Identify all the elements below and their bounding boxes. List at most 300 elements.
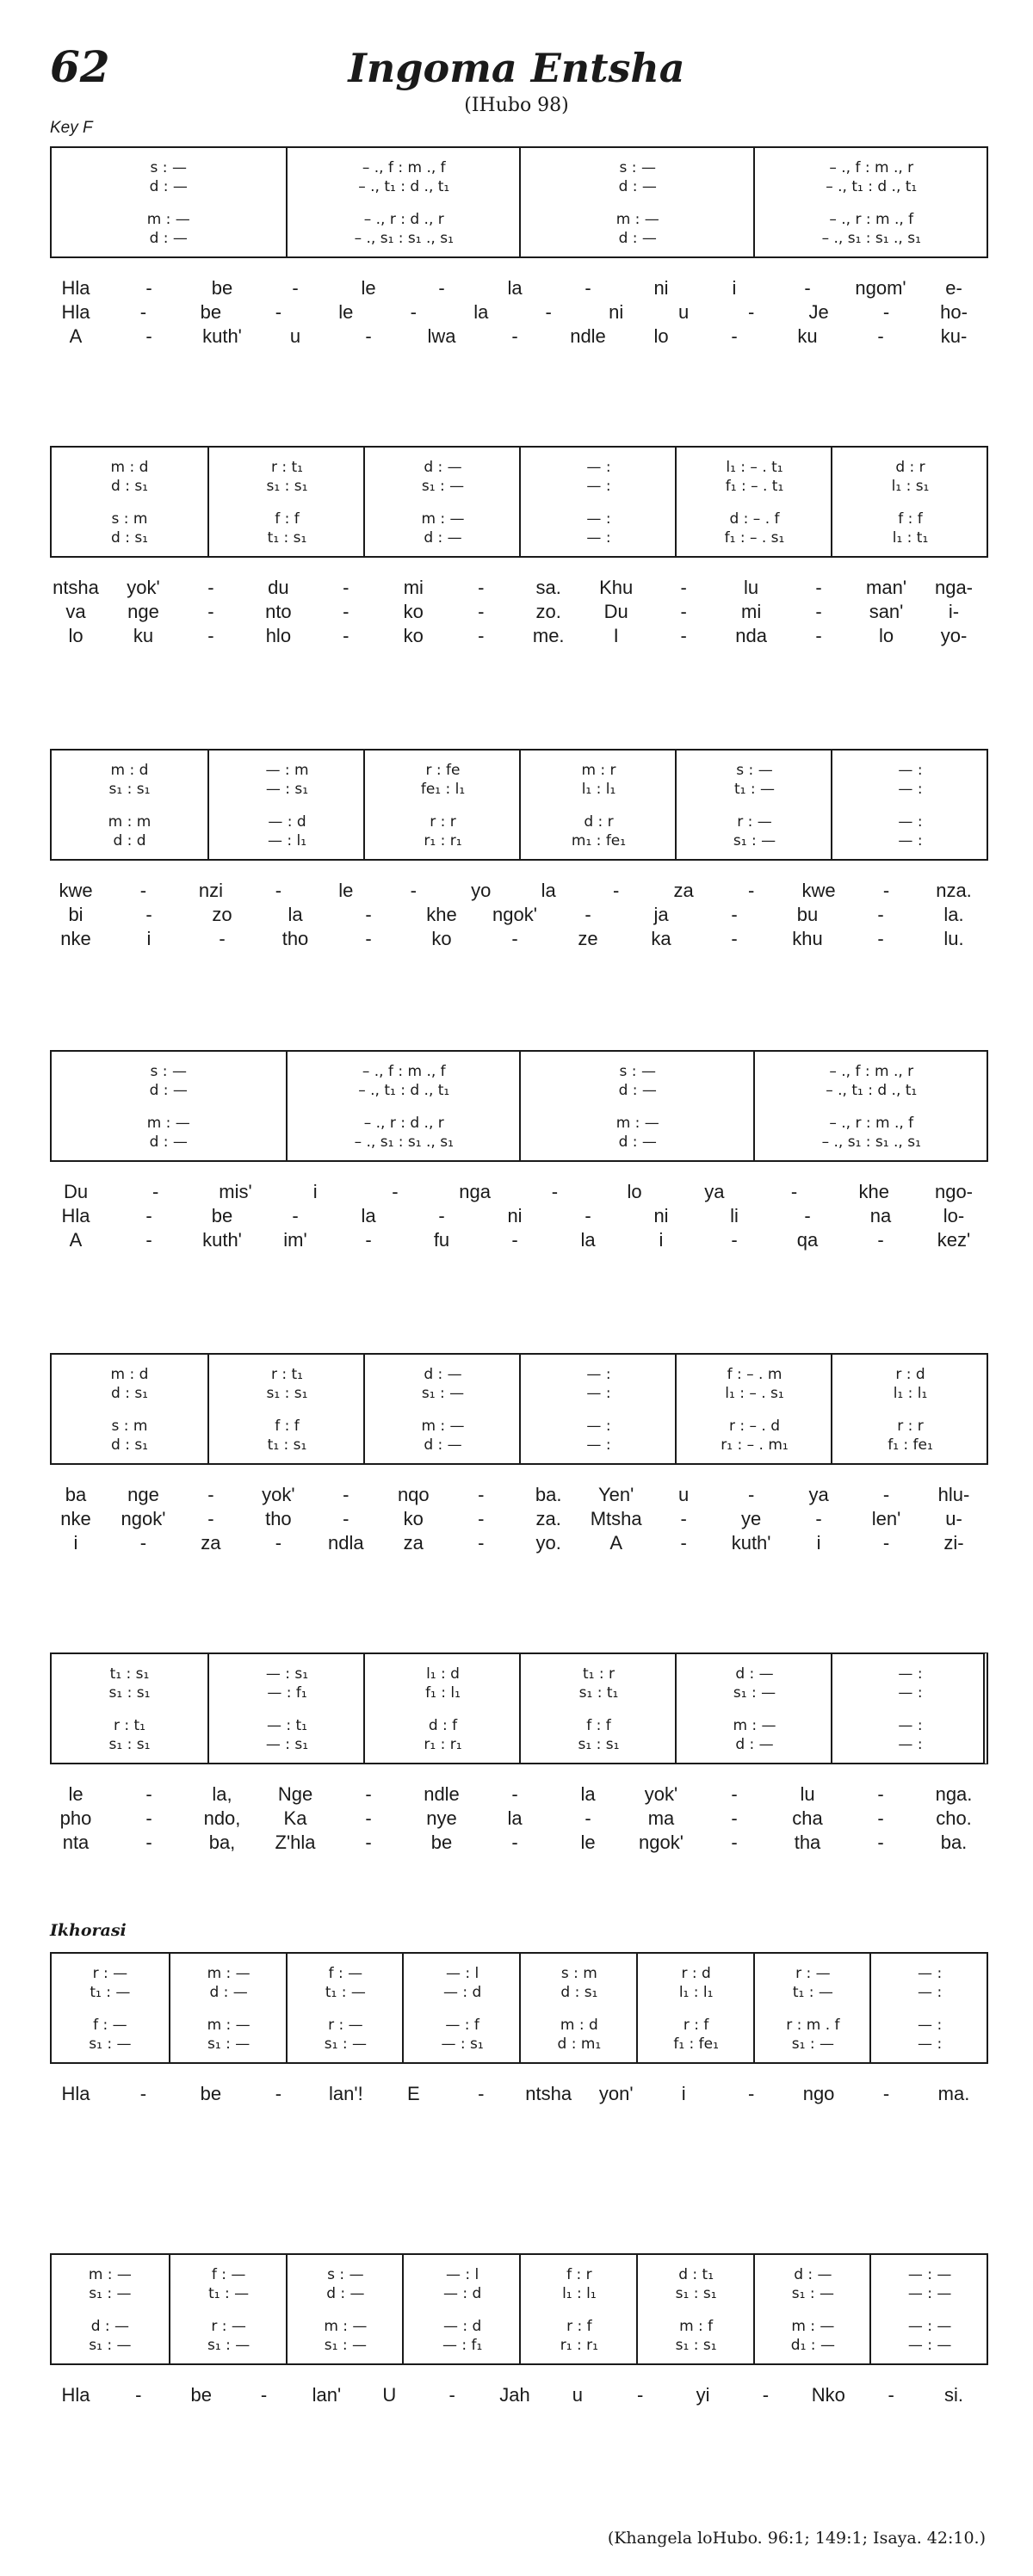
lyric-syllable: A xyxy=(69,1229,83,1251)
lyric-syllable: - xyxy=(511,325,518,347)
voice-notes: r : — xyxy=(795,1965,831,1982)
lyric-syllable: - xyxy=(139,880,147,901)
lyric-line xyxy=(50,1532,988,1556)
voice-notes: f : – . m xyxy=(727,1366,782,1383)
lyric-syllable: - xyxy=(145,1783,152,1805)
lyric-syllable: - xyxy=(680,1508,687,1529)
lyric-syllable: ntsha xyxy=(53,577,99,598)
voice-notes: s₁ : — xyxy=(791,2035,834,2053)
voice-notes: r : fe xyxy=(425,762,461,779)
voice-notes: d : d xyxy=(113,832,146,849)
lyric-syllable: - xyxy=(365,1832,372,1853)
voice-notes: — : t₁ xyxy=(266,1717,307,1734)
lyric-line xyxy=(50,1832,988,1856)
lyric-syllable: ba. xyxy=(535,1484,562,1505)
lyric-syllable: ka xyxy=(651,928,671,949)
lyric-syllable: - xyxy=(343,1508,349,1529)
lyric-syllable: lo xyxy=(878,625,894,646)
measure xyxy=(519,1654,677,1763)
measure xyxy=(363,1355,521,1463)
voice-notes: d : s₁ xyxy=(111,1436,148,1454)
lyric-syllable: ya xyxy=(808,1484,829,1505)
lyric-syllable: - xyxy=(882,2083,890,2104)
measure xyxy=(402,1954,521,2062)
measure xyxy=(169,2255,288,2363)
voice-notes: m : — xyxy=(791,2318,835,2335)
lyric-syllable: - xyxy=(815,577,822,598)
voice-notes: — : xyxy=(586,459,611,476)
lyric-syllable: yo- xyxy=(940,625,968,646)
voice-notes: — : xyxy=(898,1717,923,1734)
voice-notes: l₁ : t₁ xyxy=(892,529,929,547)
lyric-syllable: - xyxy=(731,904,738,925)
lyric-syllable: ma. xyxy=(937,2083,970,2104)
voice-notes: d : — xyxy=(149,1082,188,1099)
lyric-syllable: nye xyxy=(426,1807,457,1829)
lyric-syllable: - xyxy=(478,577,485,598)
voice-notes: — : s₁ xyxy=(265,1736,309,1753)
voice-notes: f₁ : l₁ xyxy=(425,1684,461,1702)
lyric-syllable: nke xyxy=(60,1508,91,1529)
lyric-syllable: le xyxy=(580,1832,596,1853)
lyric-syllable: ndle xyxy=(424,1783,460,1805)
lyric-syllable: ntsha xyxy=(525,2083,572,2104)
voice-notes: t₁ : — xyxy=(208,2285,250,2302)
lyric-syllable: lo xyxy=(627,1181,642,1202)
voice-notes: — : xyxy=(898,1665,923,1683)
voice-notes: s₁ : s₁ xyxy=(578,1736,620,1753)
lyric-syllable: - xyxy=(478,625,485,646)
lyric-syllable: kwe xyxy=(59,880,93,901)
measure xyxy=(52,2255,169,2363)
voice-notes: r₁ : – . m₁ xyxy=(721,1436,789,1454)
voice-notes: l₁ : d xyxy=(426,1665,460,1683)
lyric-syllable: Mtsha xyxy=(590,1508,642,1529)
voice-notes: s₁ : s₁ xyxy=(108,1684,151,1702)
voice-notes: — : — xyxy=(907,2337,952,2354)
lyric-syllable: va xyxy=(65,601,86,622)
voice-notes: f : r xyxy=(566,2266,592,2283)
voice-notes: – ., r : d ., r xyxy=(363,1115,444,1132)
lyric-syllable: u xyxy=(289,325,301,347)
measure xyxy=(52,751,207,859)
lyric-syllable: ma xyxy=(647,1807,675,1829)
voice-notes: s₁ : — xyxy=(791,2285,834,2302)
voice-notes: l₁ : s₁ xyxy=(891,478,930,495)
voice-notes: s₁ : — xyxy=(207,2035,251,2053)
lyric-syllable: - xyxy=(877,928,884,949)
voice-notes: l₁ : – . s₁ xyxy=(725,1385,784,1402)
chorus-label: Ikhorasi xyxy=(50,1921,127,1940)
measure xyxy=(519,1052,755,1160)
song-subtitle: (IHubo 98) xyxy=(464,95,569,116)
lyric-syllable: - xyxy=(551,1181,559,1202)
measure xyxy=(519,148,755,256)
voice-notes: s₁ : s₁ xyxy=(108,781,151,798)
measure xyxy=(675,751,832,859)
voice-notes: d : — xyxy=(90,2318,130,2335)
lyric-syllable: Yen' xyxy=(598,1484,634,1505)
lyric-syllable: Hla xyxy=(61,2083,90,2104)
voice-notes: d : — xyxy=(735,1665,774,1683)
lyric-syllable: - xyxy=(680,1532,687,1554)
lyric-syllable: u xyxy=(678,301,690,323)
lyric-line xyxy=(50,301,988,325)
voice-notes: — : d xyxy=(442,1984,482,2001)
lyric-syllable: ngom' xyxy=(855,277,906,299)
voice-notes: — : xyxy=(898,1736,923,1753)
lyric-syllable: - xyxy=(207,625,214,646)
lyric-syllable: le xyxy=(338,301,354,323)
lyric-syllable: la xyxy=(580,1229,596,1251)
lyric-syllable: - xyxy=(747,1484,755,1505)
lyric-syllable: - xyxy=(365,1807,372,1829)
voice-notes: d : — xyxy=(618,230,657,247)
lyric-syllable: ngo- xyxy=(934,1181,974,1202)
lyric-syllable: - xyxy=(888,2384,894,2406)
lyric-line xyxy=(50,1783,988,1807)
voice-notes: d : f xyxy=(428,1717,458,1734)
voice-notes: m : d xyxy=(110,459,149,476)
voice-notes: – ., r : m ., f xyxy=(829,1115,914,1132)
lyric-syllable: - xyxy=(882,301,890,323)
voice-notes: s₁ : t₁ xyxy=(578,1684,619,1702)
lyric-syllable: - xyxy=(438,1205,445,1226)
lyric-syllable: la xyxy=(541,880,556,901)
voice-notes: r : r xyxy=(897,1418,924,1435)
lyric-syllable: lo xyxy=(68,625,84,646)
lyric-syllable: mi xyxy=(741,601,762,622)
voice-notes: m : — xyxy=(615,1115,659,1132)
lyric-syllable: - xyxy=(145,1205,152,1226)
measure xyxy=(286,1954,405,2062)
voice-notes: r : f xyxy=(683,2017,709,2034)
lyric-syllable: hlu- xyxy=(937,1484,970,1505)
lyric-syllable: ze xyxy=(578,928,598,949)
voice-notes: r : t₁ xyxy=(113,1717,145,1734)
lyric-syllable: - xyxy=(511,1783,518,1805)
lyric-syllable: kuth' xyxy=(202,1229,242,1251)
measure xyxy=(675,1355,832,1463)
lyric-syllable: - xyxy=(478,601,485,622)
lyric-line xyxy=(50,1181,988,1205)
voice-notes: r : — xyxy=(92,1965,128,1982)
voice-notes: — : l₁ xyxy=(267,832,307,849)
lyric-syllable: - xyxy=(145,1229,152,1251)
lyric-syllable: - xyxy=(585,904,591,925)
voice-notes: s₁ : — xyxy=(89,2337,132,2354)
lyric-syllable: Hla xyxy=(61,301,90,323)
lyric-syllable: ngok' xyxy=(492,904,537,925)
voice-notes: – ., t₁ : d ., t₁ xyxy=(826,178,918,195)
lyric-syllable: nda xyxy=(735,625,767,646)
lyric-syllable: yok' xyxy=(127,577,160,598)
lyric-syllable: ku xyxy=(133,625,154,646)
measure xyxy=(207,1654,365,1763)
lyric-syllable: A xyxy=(609,1532,623,1554)
lyric-syllable: ndle xyxy=(570,325,606,347)
lyric-syllable: - xyxy=(877,1783,884,1805)
voice-notes: — : f₁ xyxy=(442,2337,483,2354)
lyric-syllable: - xyxy=(292,277,299,299)
lyric-syllable: U xyxy=(382,2384,397,2406)
lyric-syllable: na xyxy=(869,1205,892,1226)
lyric-syllable: za xyxy=(673,880,694,901)
lyric-syllable: ko xyxy=(403,601,424,622)
lyric-syllable: - xyxy=(815,625,822,646)
lyric-syllable: kwe xyxy=(801,880,836,901)
measure xyxy=(753,2255,872,2363)
measure xyxy=(675,448,832,556)
measure xyxy=(519,1954,638,2062)
lyric-syllable: - xyxy=(478,1532,485,1554)
lyric-syllable: pho xyxy=(59,1807,92,1829)
voice-notes: – ., f : m ., f xyxy=(362,1063,446,1080)
measure xyxy=(52,1355,207,1463)
lyric-syllable: Z'hla xyxy=(275,1832,316,1853)
voice-notes: l₁ : l₁ xyxy=(678,1984,714,2001)
page-number: 62 xyxy=(50,41,110,92)
notation-staff xyxy=(50,1952,988,2064)
measure xyxy=(519,2255,638,2363)
voice-notes: l₁ : l₁ xyxy=(581,781,616,798)
lyric-syllable: i xyxy=(312,1181,318,1202)
lyric-syllable: ni xyxy=(507,1205,523,1226)
voice-notes: m : — xyxy=(207,2017,251,2034)
lyric-syllable: u- xyxy=(945,1508,962,1529)
voice-notes: m : d xyxy=(560,2017,598,2034)
voice-notes: s : — xyxy=(150,159,187,176)
lyric-syllable: - xyxy=(410,880,417,901)
measure xyxy=(753,1954,872,2062)
voice-notes: — : xyxy=(586,1436,611,1454)
lyric-syllable: i xyxy=(681,2083,686,2104)
voice-notes: s₁ : — xyxy=(733,1684,776,1702)
lyric-syllable: tho xyxy=(281,928,309,949)
voice-notes: s₁ : s₁ xyxy=(675,2285,717,2302)
voice-notes: s₁ : — xyxy=(733,832,776,849)
voice-notes: — : f xyxy=(445,2017,479,2034)
lyric-syllable: le xyxy=(338,880,354,901)
voice-notes: d : s₁ xyxy=(111,529,148,547)
voice-notes: d : — xyxy=(424,1436,462,1454)
lyric-syllable: - xyxy=(680,601,687,622)
notation-staff xyxy=(50,1353,988,1465)
song-title: Ingoma Entsha xyxy=(348,45,685,91)
lyric-syllable: nga xyxy=(459,1181,491,1202)
lyric-syllable: khe xyxy=(858,1181,890,1202)
lyric-syllable: la. xyxy=(943,904,964,925)
lyric-syllable: lan' xyxy=(312,2384,342,2406)
lyric-syllable: tho xyxy=(265,1508,292,1529)
lyric-syllable: ngo xyxy=(802,2083,835,2104)
voice-notes: m : — xyxy=(324,2318,368,2335)
voice-notes: t₁ : — xyxy=(792,1984,833,2001)
voice-notes: — : xyxy=(918,2035,943,2053)
voice-notes: d : — xyxy=(149,1134,188,1151)
voice-notes: — : xyxy=(918,2017,943,2034)
lyric-syllable: Hla xyxy=(61,1205,90,1226)
voice-notes: — : xyxy=(586,1366,611,1383)
voice-notes: s : m xyxy=(111,510,148,528)
lyric-syllable: bu xyxy=(796,904,819,925)
measure xyxy=(169,1954,288,2062)
lyric-syllable: - xyxy=(545,301,552,323)
lyric-syllable: - xyxy=(365,928,372,949)
measure xyxy=(831,1355,988,1463)
lyric-syllable: nga. xyxy=(935,1783,973,1805)
voice-notes: d : — xyxy=(209,1984,248,2001)
lyric-syllable: nzi xyxy=(198,880,223,901)
lyric-syllable: - xyxy=(877,904,884,925)
voice-notes: — : xyxy=(898,781,923,798)
voice-notes: – ., t₁ : d ., t₁ xyxy=(358,1082,450,1099)
lyric-syllable: ko xyxy=(431,928,452,949)
measure xyxy=(402,2255,521,2363)
voice-notes: — : xyxy=(586,478,611,495)
lyric-syllable: fu xyxy=(433,1229,450,1251)
lyric-line xyxy=(50,1508,988,1532)
lyric-syllable: - xyxy=(511,1229,518,1251)
voice-notes: — : xyxy=(898,762,923,779)
lyric-syllable: la xyxy=(473,301,489,323)
measure xyxy=(636,2255,755,2363)
lyric-syllable: la xyxy=(507,277,523,299)
lyric-syllable: - xyxy=(392,1181,399,1202)
voice-notes: fe₁ : l₁ xyxy=(420,781,466,798)
lyric-syllable: - xyxy=(731,928,738,949)
lyric-syllable: me. xyxy=(532,625,565,646)
lyric-syllable: la xyxy=(507,1807,523,1829)
voice-notes: r : m . f xyxy=(786,2017,840,2034)
lyric-syllable: nke xyxy=(60,928,91,949)
lyric-syllable: be xyxy=(190,2384,212,2406)
lyric-syllable: - xyxy=(343,625,349,646)
lyric-syllable: - xyxy=(804,1205,811,1226)
voice-notes: – ., s₁ : s₁ ., s₁ xyxy=(821,1134,921,1151)
lyric-syllable: le xyxy=(361,277,376,299)
lyric-syllable: - xyxy=(275,301,282,323)
voice-notes: s : — xyxy=(619,159,656,176)
voice-notes: m : — xyxy=(88,2266,132,2283)
voice-notes: — : xyxy=(918,1984,943,2001)
voice-notes: m₁ : fe₁ xyxy=(571,832,627,849)
lyric-line xyxy=(50,904,988,928)
lyric-syllable: khe xyxy=(426,904,457,925)
lyric-syllable: yo. xyxy=(535,1532,561,1554)
lyric-syllable: - xyxy=(207,1484,214,1505)
voice-notes: — : xyxy=(918,1965,943,1982)
measure xyxy=(869,1954,988,2062)
voice-notes: l₁ : l₁ xyxy=(893,1385,928,1402)
lyric-syllable: - xyxy=(637,2384,644,2406)
lyric-syllable: - xyxy=(585,277,591,299)
lyric-syllable: - xyxy=(275,2083,282,2104)
measure xyxy=(52,448,207,556)
lyric-syllable: im' xyxy=(283,1229,307,1251)
measure xyxy=(207,751,365,859)
voice-notes: l₁ : l₁ xyxy=(562,2285,597,2302)
lyric-line xyxy=(50,1229,988,1253)
lyric-line xyxy=(50,880,988,904)
lyric-syllable: - xyxy=(613,880,620,901)
lyric-syllable: - xyxy=(365,904,372,925)
voice-notes: s₁ : — xyxy=(421,1385,465,1402)
lyric-syllable: - xyxy=(585,1807,591,1829)
measure xyxy=(753,1052,989,1160)
voice-notes: m : — xyxy=(421,1418,465,1435)
lyric-syllable: ni xyxy=(653,1205,669,1226)
lyric-syllable: A xyxy=(69,325,83,347)
measure xyxy=(52,1954,169,2062)
voice-notes: f : f xyxy=(275,1418,300,1435)
lyric-syllable: san' xyxy=(869,601,904,622)
voice-notes: — : s₁ xyxy=(265,1665,309,1683)
voice-notes: d : — xyxy=(149,230,188,247)
voice-notes: d : — xyxy=(424,459,462,476)
lyric-line xyxy=(50,577,988,601)
measure xyxy=(869,2255,988,2363)
lyric-syllable: sa. xyxy=(535,577,561,598)
lyric-syllable: be xyxy=(200,2083,222,2104)
lyric-syllable: zo xyxy=(212,904,232,925)
voice-notes: s : — xyxy=(150,1063,187,1080)
voice-notes: s₁ : — xyxy=(324,2035,367,2053)
lyric-syllable: - xyxy=(260,2384,268,2406)
measure xyxy=(286,1052,522,1160)
lyric-syllable: lwa xyxy=(427,325,456,347)
lyric-syllable: si. xyxy=(944,2384,963,2406)
lyric-syllable: - xyxy=(478,1508,485,1529)
voice-notes: — : l xyxy=(445,2266,479,2283)
voice-notes: t₁ : s₁ xyxy=(109,1665,150,1683)
lyric-syllable: - xyxy=(731,1832,738,1853)
lyric-syllable: zi- xyxy=(943,1532,964,1554)
voice-notes: f₁ : – . s₁ xyxy=(724,529,785,547)
voice-notes: r : — xyxy=(737,813,772,831)
voice-notes: – ., f : m ., r xyxy=(829,1063,914,1080)
lyric-syllable: - xyxy=(438,277,445,299)
lyric-syllable: - xyxy=(877,1807,884,1829)
notation-staff xyxy=(50,749,988,861)
lyric-syllable: - xyxy=(882,880,890,901)
lyric-syllable: la xyxy=(288,904,303,925)
voice-notes: d : t₁ xyxy=(678,2266,714,2283)
voice-notes: — : s₁ xyxy=(265,781,309,798)
measure xyxy=(52,148,286,256)
voice-notes: s₁ : s₁ xyxy=(266,478,308,495)
lyric-syllable: e- xyxy=(945,277,962,299)
voice-notes: s : — xyxy=(619,1063,656,1080)
lyric-line xyxy=(50,2083,988,2107)
measure xyxy=(519,751,677,859)
voice-notes: m : r xyxy=(581,762,616,779)
voice-notes: f : — xyxy=(328,1965,363,1982)
voice-notes: s₁ : s₁ xyxy=(266,1385,308,1402)
lyric-syllable: - xyxy=(343,1484,349,1505)
lyric-syllable: ku xyxy=(797,325,818,347)
lyric-line xyxy=(50,928,988,952)
scripture-reference: (Khangela loHubo. 96:1; 149:1; Isaya. 42:10.) xyxy=(607,2529,986,2548)
lyric-syllable: - xyxy=(882,1532,890,1554)
lyric-syllable: bi xyxy=(68,904,84,925)
lyric-syllable: - xyxy=(815,1508,822,1529)
lyric-syllable: - xyxy=(343,601,349,622)
voice-notes: d : — xyxy=(149,178,188,195)
voice-notes: d : — xyxy=(424,529,462,547)
measure xyxy=(363,448,521,556)
voice-notes: m : — xyxy=(146,1115,190,1132)
